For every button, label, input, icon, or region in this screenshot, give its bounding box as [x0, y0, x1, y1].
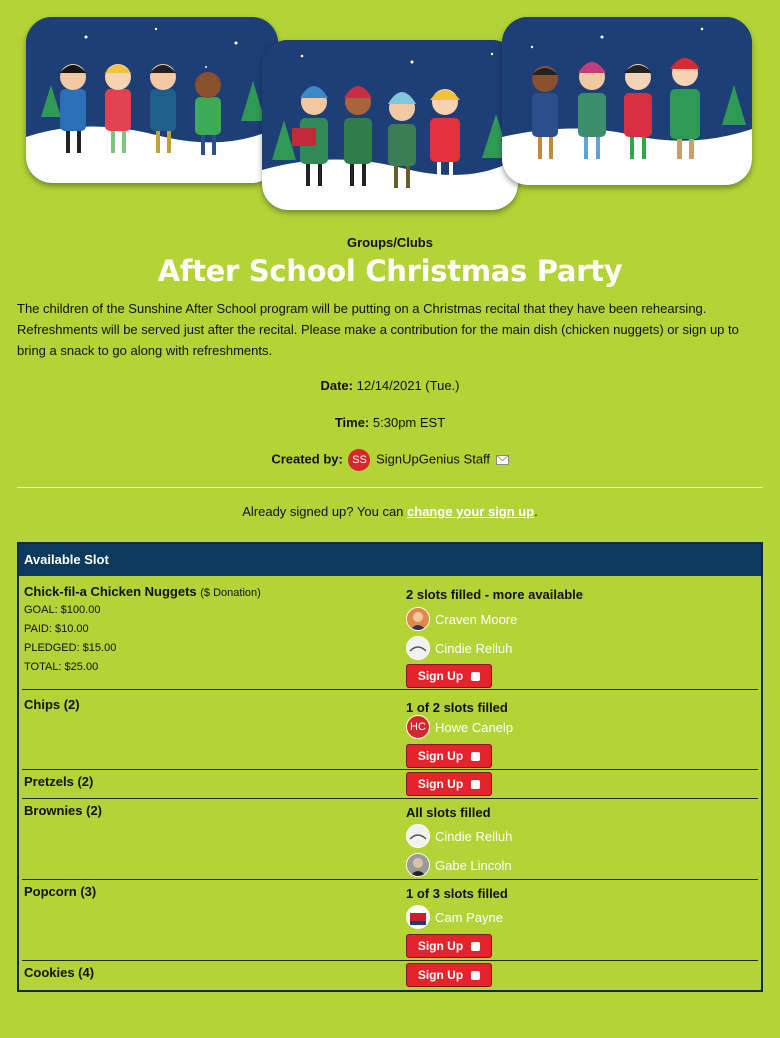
slot-item-name: Chick-fil-a Chicken Nuggets: [24, 584, 197, 599]
sign-up-label: Sign Up: [417, 669, 464, 683]
participant: [406, 715, 513, 739]
event-creator: [0, 449, 780, 471]
checkbox-icon: [471, 971, 480, 980]
sign-up-button[interactable]: [406, 744, 492, 768]
goal-amount: GOAL: $100.00: [24, 604, 101, 616]
total-amount: TOTAL: $25.00: [24, 661, 99, 673]
participant-avatar: [406, 824, 430, 848]
created-by-label: Created by:: [271, 451, 343, 467]
sign-up-label: Sign Up: [417, 749, 464, 763]
sign-up-button[interactable]: [406, 963, 492, 987]
participant: [406, 607, 517, 631]
mail-icon[interactable]: [496, 453, 509, 468]
event-date: [0, 378, 780, 393]
participant-avatar: [406, 853, 430, 877]
checkbox-icon: [471, 942, 480, 951]
sign-up-label: Sign Up: [417, 939, 464, 953]
carolers-illustration-right: [502, 17, 752, 185]
participant-name: Gabe Lincoln: [435, 857, 512, 873]
participant-name: Howe Canelp: [435, 719, 514, 735]
slot-item-name: Chips (2): [24, 697, 80, 712]
time-value: 5:30pm EST: [372, 415, 446, 430]
slot-item-name: Pretzels (2): [24, 774, 94, 789]
slot-item-name: Cookies (4): [24, 965, 95, 980]
slot-status: All slots filled: [406, 805, 491, 820]
participant-name: Cindie Relluh: [435, 640, 513, 656]
donation-amounts: [24, 601, 116, 677]
slot-item-name: Brownies (2): [24, 803, 103, 818]
table-row: [22, 961, 758, 990]
slot-item-name: Popcorn (3): [24, 884, 97, 899]
table-row: [22, 690, 758, 770]
carolers-illustration-left: [26, 17, 278, 183]
table-row: [22, 577, 758, 690]
participant-avatar: HC: [406, 715, 430, 739]
table-row: [22, 799, 758, 880]
date-value: 12/14/2021 (Tue.): [356, 378, 460, 393]
already-signed-up-text: Already signed up? You can: [242, 504, 408, 519]
participant: [406, 853, 512, 877]
participant: [406, 905, 503, 929]
sign-up-button[interactable]: [406, 772, 492, 796]
event-description: The children of the Sunshine After School program will be putting on a Christmas recital that they have been rehearsing. Refreshments will be served just after the recital. Please make a contribution for the main dish (chicken nuggets) or sign up to bring a snack to go along with refreshments.: [17, 301, 739, 358]
slots-table: [17, 542, 763, 992]
creator-avatar: SS: [348, 449, 370, 471]
slot-status: 2 slots filled - more available: [406, 587, 584, 602]
table-row: [22, 880, 758, 961]
participant: [406, 824, 512, 848]
date-label: Date:: [320, 378, 353, 393]
paid-amount: PAID: $10.00: [24, 623, 89, 635]
sign-up-button[interactable]: [406, 934, 492, 958]
participant: [406, 636, 512, 660]
slot-status: 1 of 3 slots filled: [406, 886, 508, 901]
participant-name: Cindie Relluh: [435, 828, 513, 844]
sign-up-label: Sign Up: [417, 777, 464, 791]
sign-up-button[interactable]: [406, 664, 492, 688]
participant-name: Craven Moore: [435, 611, 518, 627]
header-banner: [0, 0, 780, 225]
checkbox-icon: [471, 780, 480, 789]
page-title: After School Christmas Party: [157, 254, 623, 288]
divider: [17, 487, 763, 488]
creator-name: SignUpGenius Staff: [376, 451, 491, 467]
participant-avatar: [406, 905, 430, 929]
slot-item-note: ($ Donation): [200, 587, 261, 599]
carolers-illustration-center: [262, 40, 518, 210]
sign-up-label: Sign Up: [417, 968, 464, 982]
event-category: Groups/Clubs: [347, 235, 433, 250]
participant-name: Cam Payne: [435, 909, 503, 925]
change-sign-up-link[interactable]: change your sign up: [407, 504, 535, 519]
already-signed-up: [0, 504, 780, 519]
already-signed-up-suffix: .: [534, 504, 538, 519]
participant-avatar: [406, 607, 430, 631]
time-label: Time:: [334, 415, 370, 430]
pledged-amount: PLEDGED: $15.00: [24, 642, 117, 654]
checkbox-icon: [471, 752, 480, 761]
table-row: [22, 770, 758, 799]
slot-item: [24, 584, 261, 599]
table-header: Available Slot: [19, 544, 761, 576]
participant-avatar: [406, 636, 430, 660]
slot-status: 1 of 2 slots filled: [406, 700, 508, 715]
event-time: [0, 415, 780, 430]
checkbox-icon: [471, 672, 480, 681]
